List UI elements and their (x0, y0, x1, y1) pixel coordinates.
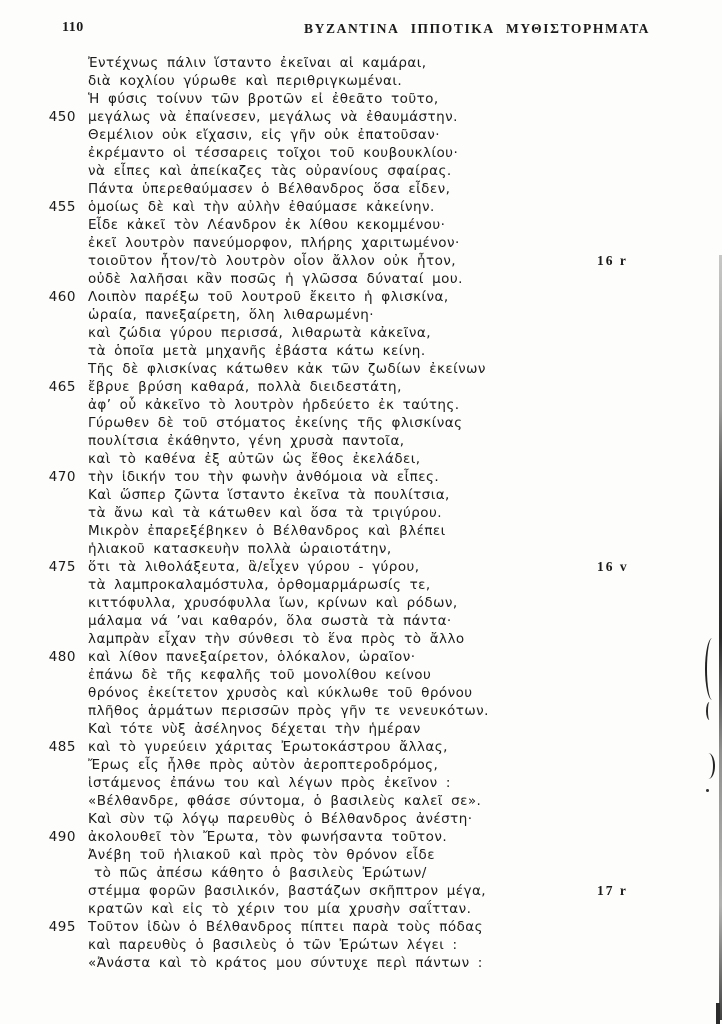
verse-text: Θεμέλιον οὐκ εἴχασιν, εἰς γῆν οὐκ ἐπατοῦσαν· (88, 127, 440, 143)
verse-number: 490 (48, 829, 76, 845)
poem-line (0, 738, 722, 756)
poem-line (0, 918, 722, 936)
verse-text: ὁμοίως δὲ καὶ τὴν αὐλὴν ἐθαύμασε κἀκείνην. (88, 199, 435, 215)
poem-line (0, 378, 722, 396)
verse-text: ἔβρυε βρύση καθαρά, πολλὰ διειδεστάτη, (88, 379, 402, 395)
poem-line (0, 522, 722, 540)
poem-line (0, 432, 722, 450)
verse-text: μεγάλως νὰ ἐπαίνεσεν, μεγάλως νὰ ἐθαυμάστην. (88, 109, 458, 125)
verse-text: τὰ ἄνω καὶ τὰ κάτωθεν καὶ ὅσα τὰ τριγύρου. (88, 505, 442, 521)
poem-line (0, 882, 722, 900)
folio-note: 16 r (597, 253, 628, 268)
verse-text: Εἶδε κἀκεῖ τὸν Λέανδρον ἐκ λίθου κεκομμένου· (88, 217, 446, 233)
poem-line (0, 162, 722, 180)
poem-line (0, 504, 722, 522)
verse-number: 485 (48, 739, 76, 755)
verse-text: καὶ ζώδια γύρου περισσά, λιθαρωτὰ κἀκεῖνα, (88, 325, 431, 341)
poem-line (0, 198, 722, 216)
poem-line (0, 144, 722, 162)
verse-text: διὰ κοχλίου γύρωθε καὶ περιθριγκωμέναι. (88, 73, 403, 89)
poem-line (0, 792, 722, 810)
verse-text: ὅτι τὰ λιθολάξευτα, ἃ/εἶχεν γύρου - γύρου, (88, 559, 420, 575)
verse-number: 495 (48, 919, 76, 935)
poem-line (0, 540, 722, 558)
verse-text: Λοιπὸν παρέξω τοῦ λουτροῦ ἔκειτο ἡ φλισκίνα, (88, 289, 449, 305)
poem-line (0, 666, 722, 684)
verse-text: τὰ λαμπροκαλαμόστυλα, ὀρθομαρμάρωσίς τε, (88, 577, 431, 593)
poem-line (0, 288, 722, 306)
poem-line (0, 414, 722, 432)
poem-line (0, 360, 722, 378)
poem-line (0, 450, 722, 468)
poem-line (0, 270, 722, 288)
verse-text: καὶ λίθον πανεξαίρετον, ὁλόκαλον, ὡραῖον· (88, 649, 416, 665)
poem-line (0, 756, 722, 774)
verse-text: τὰ ὁποῖα μετὰ μηχανῆς ἐβάστα κάτω κείνη. (88, 343, 426, 359)
poem-line (0, 576, 722, 594)
verse-number: 455 (48, 199, 76, 215)
poem-line (0, 954, 722, 972)
scan-artifact-mark (716, 1003, 720, 1024)
verse-text: ἀκολουθεῖ τὸν Ἔρωτα, τὸν φωνήσαντα τοῦτον. (88, 829, 448, 845)
poem-line (0, 324, 722, 342)
verse-text: Καὶ τότε νὺξ ἀσέληνος δέχεται τὴν ἡμέραν (88, 721, 421, 737)
poem-line (0, 468, 722, 486)
verse-text: «Βέλθανδρε, φθάσε σύντομα, ὁ βασιλεὺς καλεῖ σε». (88, 793, 482, 809)
poem-line (0, 702, 722, 720)
verse-text: στέμμα φορῶν βασιλικόν, βαστάζων σκῆπτρον μέγα, (88, 883, 487, 899)
poem-line (0, 900, 722, 918)
verse-text: Ἀνέβη τοῦ ἡλιακοῦ καὶ πρὸς τὸν θρόνον εἶδε (88, 847, 436, 863)
running-head (0, 18, 722, 38)
verse-text: Ἐντέχνως πάλιν ἵσταντο ἐκεῖναι αἱ καμάραι, (88, 55, 427, 71)
verse-text: Πάντα ὑπερεθαύμασεν ὁ Βέλθανδρος ὅσα εἶδεν, (88, 181, 451, 197)
poem-line (0, 90, 722, 108)
verse-text: Τοῦτον ἰδὼν ὁ Βέλθανδρος πίπτει παρὰ τοὺς πόδας (88, 919, 484, 935)
verse-text: καὶ τὸ γυρεύειν χάριτας Ἐρωτοκάστρου ἄλλας, (88, 739, 448, 755)
verse-text: «Ἀνάστα καὶ τὸ κράτος μου σύντυχε περὶ πάντων : (88, 955, 483, 971)
poem-line (0, 846, 722, 864)
verse-text: τὸ πῶς ἀπέσω κάθητο ὁ βασιλεὺς Ἐρώτων/ (94, 865, 427, 881)
verse-text: Τῆς δὲ φλισκίνας κάτωθεν κἀκ τῶν ζωδίων ἐκείνων (88, 361, 486, 377)
poem-line (0, 828, 722, 846)
verse-text: Καὶ ὥσπερ ζῶντα ἵσταντο ἐκεῖνα τὰ πουλίτσια, (88, 487, 450, 503)
poem-line (0, 648, 722, 666)
poem-line (0, 396, 722, 414)
scan-artifact-mark (706, 702, 713, 720)
verse-text: ὡραία, πανεξαίρετη, ὅλη λιθαρωμένη· (88, 307, 375, 323)
verse-text: πλῆθος ἁρμάτων περισσῶν πρὸς γῆν τε νενευκότων. (88, 703, 489, 719)
poem-line (0, 774, 722, 792)
verse-text: Ἡ φύσις τοίνυν τῶν βροτῶν εἰ ἐθεᾶτο τοῦτο, (88, 91, 439, 107)
poem-line (0, 54, 722, 72)
verse-text: νὰ εἶπες καὶ ἀπείκαζες τὰς οὐρανίους σφαίρας. (88, 163, 452, 179)
poem-text-block (0, 54, 722, 972)
poem-line (0, 810, 722, 828)
verse-text: Ἔρως εἷς ἦλθε πρὸς αὐτὸν ἀεροπτεροδρόμος, (88, 757, 439, 773)
poem-line (0, 720, 722, 738)
running-title: ΒΥΖΑΝΤΙΝΑ ΙΠΠΟΤΙΚΑ ΜΥΘΙΣΤΟΡΗΜΑΤΑ (304, 20, 650, 37)
verse-number: 460 (48, 289, 76, 305)
verse-text: λαμπρὰν εἶχαν τὴν σύνθεσι τὸ ἕνα πρὸς τὸ ἄλλο (88, 631, 465, 647)
verse-text: τοιοῦτον ἦτον/τὸ λουτρὸν οἷον ἄλλον οὐκ ἦτον, (88, 253, 457, 269)
scan-artifact-mark (706, 789, 709, 792)
verse-text: ἀφ’ οὗ κἀκεῖνο τὸ λουτρὸν ἠρδεύετο ἐκ ταύτης. (88, 397, 460, 413)
poem-line (0, 342, 722, 360)
verse-number: 475 (48, 559, 76, 575)
verse-number: 465 (48, 379, 76, 395)
page-number: 110 (62, 20, 84, 35)
poem-line (0, 252, 722, 270)
verse-text: πουλίτσια ἐκάθηντο, γένη χρυσὰ παντοῖα, (88, 433, 405, 449)
poem-line (0, 108, 722, 126)
poem-line (0, 234, 722, 252)
verse-text: οὐδὲ λαλῆσαι κἂν ποσῶς ἡ γλῶσσα δύναταί μου. (88, 271, 463, 287)
verse-text: καὶ παρευθὺς ὁ βασιλεὺς ὁ τῶν Ἐρώτων λέγει : (88, 937, 458, 953)
poem-line (0, 180, 722, 198)
verse-text: θρόνος ἐκείτετον χρυσὸς καὶ κύκλωθε τοῦ θρόνου (88, 685, 473, 701)
verse-text: ἐκρέμαντο οἱ τέσσαρεις τοῖχοι τοῦ κουβουκλίου· (88, 145, 459, 161)
verse-number: 450 (48, 109, 76, 125)
poem-line (0, 936, 722, 954)
poem-line (0, 612, 722, 630)
verse-text: κρατῶν καὶ εἰς τὸ χέριν του μία χρυσὴν σαΐτταν. (88, 901, 472, 917)
folio-note: 16 v (597, 559, 629, 574)
verse-text: Καὶ σὺν τῷ λόγῳ παρευθὺς ὁ Βέλθανδρος ἀνέστη· (88, 811, 473, 827)
scan-artifact-mark (705, 638, 717, 700)
poem-line (0, 72, 722, 90)
verse-text: ἱστάμενος ἐπάνω του καὶ λέγων πρὸς ἐκεῖνον : (88, 775, 451, 791)
verse-text: ἐκεῖ λουτρὸν πανεύμορφον, πλήρης χαριτωμένον· (88, 235, 460, 251)
verse-text: Μικρὸν ἐπαρεξέβηκεν ὁ Βέλθανδρος καὶ βλέπει (88, 523, 446, 539)
folio-note: 17 r (597, 883, 628, 898)
verse-number: 470 (48, 469, 76, 485)
verse-text: ἐπάνω δὲ τῆς κεφαλῆς τοῦ μονολίθου κείνου (88, 667, 432, 683)
poem-line (0, 630, 722, 648)
poem-line (0, 594, 722, 612)
poem-line (0, 684, 722, 702)
verse-text: μάλαμα νά ’ναι καθαρόν, ὅλα σωστὰ τὰ πάντα· (88, 613, 452, 629)
verse-text: κιττόφυλλα, χρυσόφυλλα ἴων, κρίνων καὶ ρόδων, (88, 595, 458, 611)
verse-number: 480 (48, 649, 76, 665)
verse-text: ἡλιακοῦ κατασκευὴν πολλὰ ὡραιοτάτην, (88, 541, 392, 557)
verse-text: καὶ τὸ καθένα ἐξ αὐτῶν ὡς ἔθος ἐκελάδει, (88, 451, 421, 467)
verse-text: Γύρωθεν δὲ τοῦ στόματος ἐκείνης τῆς φλισκίνας (88, 415, 463, 431)
poem-line (0, 558, 722, 576)
poem-line (0, 486, 722, 504)
poem-line (0, 306, 722, 324)
verse-text: τὴν ἰδικήν του τὴν φωνὴν ἀνθόμοια νὰ εἶπες. (88, 469, 440, 485)
poem-line (0, 216, 722, 234)
poem-line (0, 126, 722, 144)
poem-line (0, 864, 722, 882)
